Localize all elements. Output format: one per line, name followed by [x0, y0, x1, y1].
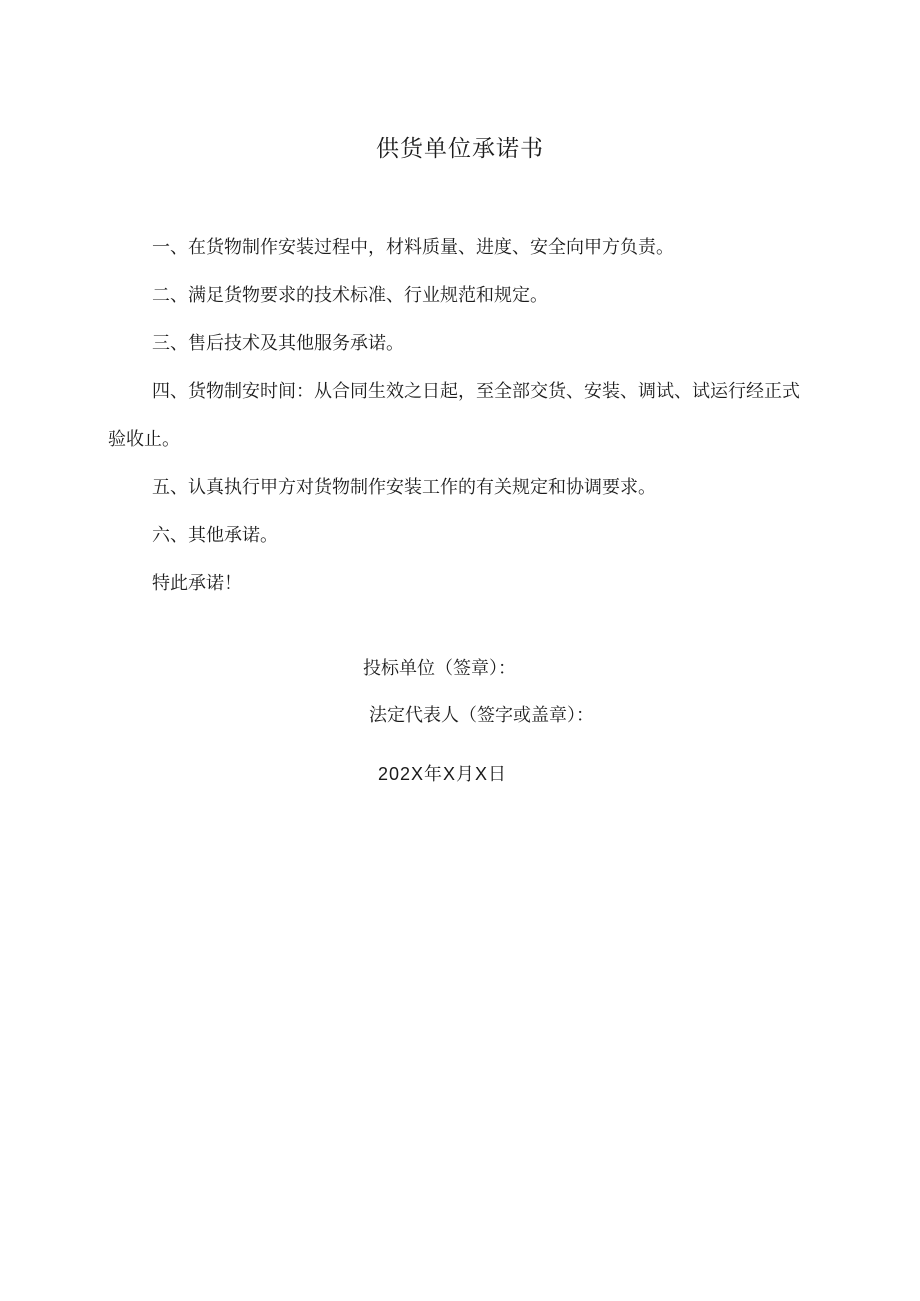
commitment-item-4: 四、货物制安时间：从合同生效之日起，至全部交货、安装、调试、试运行经正式验收止。: [108, 381, 800, 450]
commitment-item-5: 五、认真执行甲方对货物制作安装工作的有关规定和协调要求。: [152, 477, 656, 498]
commitment-item-2: 二、满足货物要求的技术标准、行业规范和规定。: [152, 285, 548, 306]
commitment-body: [108, 224, 800, 608]
commitment-item-6: 六、其他承诺。: [152, 525, 278, 546]
legal-representative-label: 法定代表人（签字或盖章）：: [369, 705, 594, 726]
closing-statement: 特此承诺！: [152, 573, 242, 594]
document-title: 供货单位承诺书: [376, 136, 544, 162]
bidder-unit-label: 投标单位（签章）：: [363, 658, 516, 679]
signature-date: 202X年X月X日: [378, 764, 508, 784]
commitment-item-3: 三、售后技术及其他服务承诺。: [152, 333, 404, 354]
commitment-item-1: 一、在货物制作安装过程中，材料质量、进度、安全向甲方负责。: [152, 237, 674, 258]
